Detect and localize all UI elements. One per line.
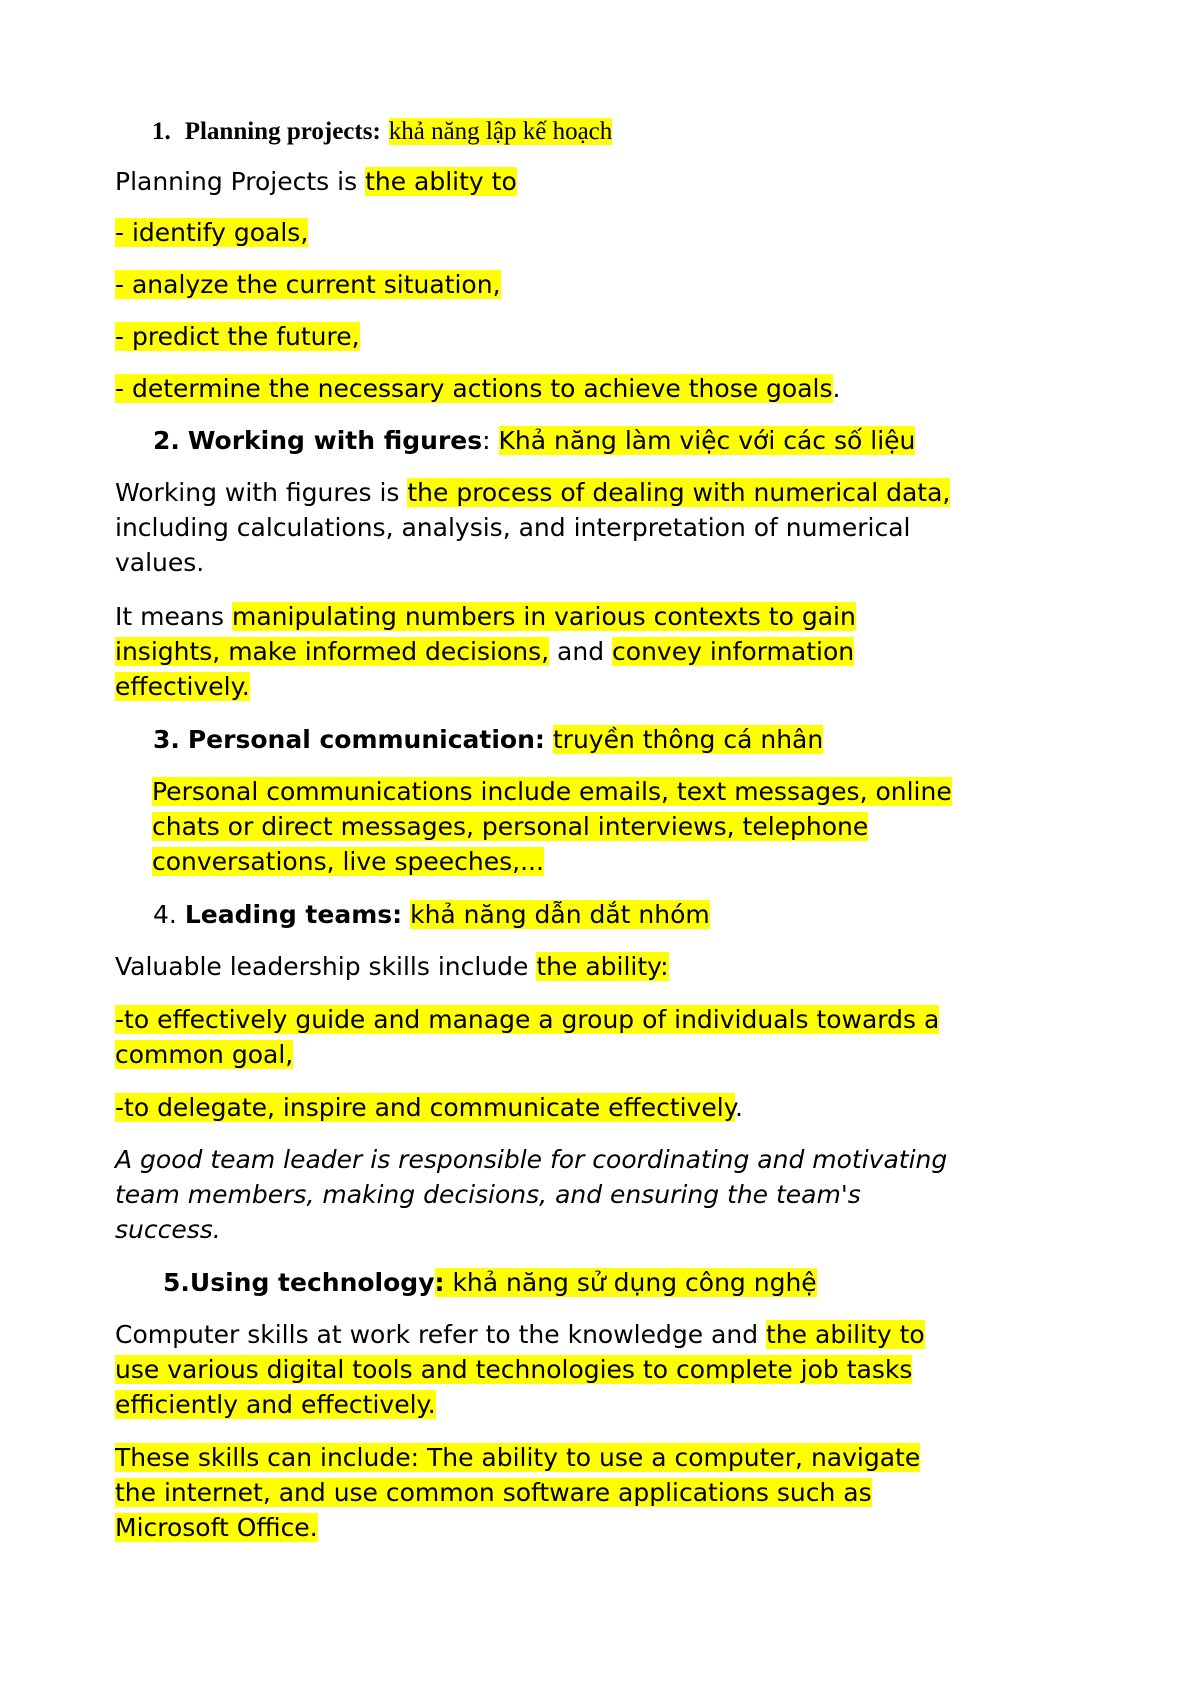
highlight: convey information	[612, 637, 855, 666]
section-4-number: 4.	[153, 900, 177, 929]
list-item	[115, 216, 308, 250]
section-1-vietnamese: khả năng lập kế hoạch	[388, 118, 613, 145]
list-item-text: - analyze the current situation,	[115, 270, 501, 299]
list-item	[115, 1003, 939, 1037]
highlight: Personal communications include emails, text messages, online	[152, 777, 952, 806]
highlight: effectively.	[115, 672, 250, 701]
section-5-title: Using technology	[189, 1268, 435, 1297]
highlight: efficiently and effectively.	[115, 1390, 436, 1419]
section-3-title: Personal communication:	[187, 725, 545, 754]
section-4-vietnamese: khả năng dẫn dắt nhóm	[410, 900, 710, 929]
paragraph-line	[152, 810, 868, 844]
list-item-text: - predict the future,	[115, 322, 360, 351]
highlight: -to effectively guide and manage a group of individuals towards a	[115, 1005, 940, 1034]
highlight: insights, make informed decisions,	[115, 637, 550, 666]
paragraph-line: A good team leader is responsible for coordinating and motivating	[115, 1145, 948, 1174]
list-item	[115, 320, 360, 354]
paragraph-line	[115, 670, 250, 704]
section-3-heading	[153, 723, 823, 757]
section-1-heading	[152, 114, 612, 149]
section-1-number: 1.	[152, 118, 171, 145]
list-item	[115, 268, 501, 302]
paragraph-line: success.	[115, 1215, 221, 1244]
section-2-title: Working with figures	[187, 426, 483, 455]
intro-highlight: the ablity to	[365, 167, 517, 196]
text: Valuable leadership skills include	[115, 952, 537, 981]
text: Working with figures is	[115, 478, 408, 507]
section-2-colon: :	[482, 426, 499, 455]
paragraph-line	[115, 1511, 318, 1545]
highlight: These skills can include: The ability to use a computer, navigate	[115, 1443, 921, 1472]
list-item	[115, 1038, 293, 1072]
paragraph-line	[115, 1318, 925, 1352]
paragraph-line	[115, 1353, 912, 1387]
paragraph-line: values.	[115, 548, 205, 577]
highlight: the ability to	[766, 1320, 925, 1349]
section-3-vietnamese: truyền thông cá nhân	[552, 725, 824, 754]
section-4-heading	[153, 898, 710, 932]
paragraph-line	[115, 1441, 920, 1475]
highlight: use various digital tools and technologies to complete job tasks	[115, 1355, 913, 1384]
list-item-end: .	[832, 374, 841, 403]
text: .	[734, 1093, 743, 1122]
paragraph-line	[115, 476, 950, 510]
section-2-heading	[153, 424, 915, 458]
text: Computer skills at work refer to the knowledge and	[115, 1320, 767, 1349]
list-item	[115, 372, 840, 406]
intro-text: Planning Projects is	[115, 167, 366, 196]
list-item-text: - identify goals,	[115, 218, 309, 247]
paragraph-line	[152, 845, 544, 879]
section-1-title: Planning projects:	[184, 118, 381, 145]
highlight: common goal,	[115, 1040, 294, 1069]
paragraph-line: team members, making decisions, and ensuring the team's	[115, 1180, 861, 1209]
text: and	[549, 637, 613, 666]
section-4-title: Leading teams:	[184, 900, 403, 929]
highlight: the ability:	[536, 952, 669, 981]
paragraph-line	[152, 775, 952, 809]
section-2-vietnamese: Khả năng làm việc với các số liệu	[498, 426, 916, 455]
list-item-text: - determine the necessary actions to achieve those goals	[115, 374, 833, 403]
highlight: manipulating numbers in various contexts to gain	[232, 602, 856, 631]
paragraph-line	[115, 1388, 436, 1422]
section-5-heading	[163, 1266, 817, 1300]
text: It means	[115, 602, 232, 631]
paragraph-line: including calculations, analysis, and interpretation of numerical	[115, 513, 911, 542]
section-3-number: 3.	[153, 725, 180, 754]
list-item	[115, 1091, 743, 1125]
paragraph-line	[115, 635, 854, 669]
section-2-number: 2.	[153, 426, 180, 455]
section-5-number: 5.	[163, 1268, 190, 1297]
highlight: chats or direct messages, personal interviews, telephone	[152, 812, 869, 841]
highlight: conversations, live speeches,...	[152, 847, 544, 876]
highlight: Microsoft Office.	[115, 1513, 318, 1542]
section-5-colon: :	[434, 1268, 445, 1297]
highlight: the internet, and use common software applications such as	[115, 1478, 872, 1507]
section-5-vietnamese: khả năng sử dụng công nghệ	[444, 1268, 817, 1297]
paragraph-line	[115, 600, 856, 634]
highlight: -to delegate, inspire and communicate effectively	[115, 1093, 735, 1122]
paragraph-line	[115, 950, 669, 984]
section-1-intro	[115, 165, 517, 199]
paragraph-line	[115, 1476, 872, 1510]
highlight: the process of dealing with numerical data,	[407, 478, 951, 507]
